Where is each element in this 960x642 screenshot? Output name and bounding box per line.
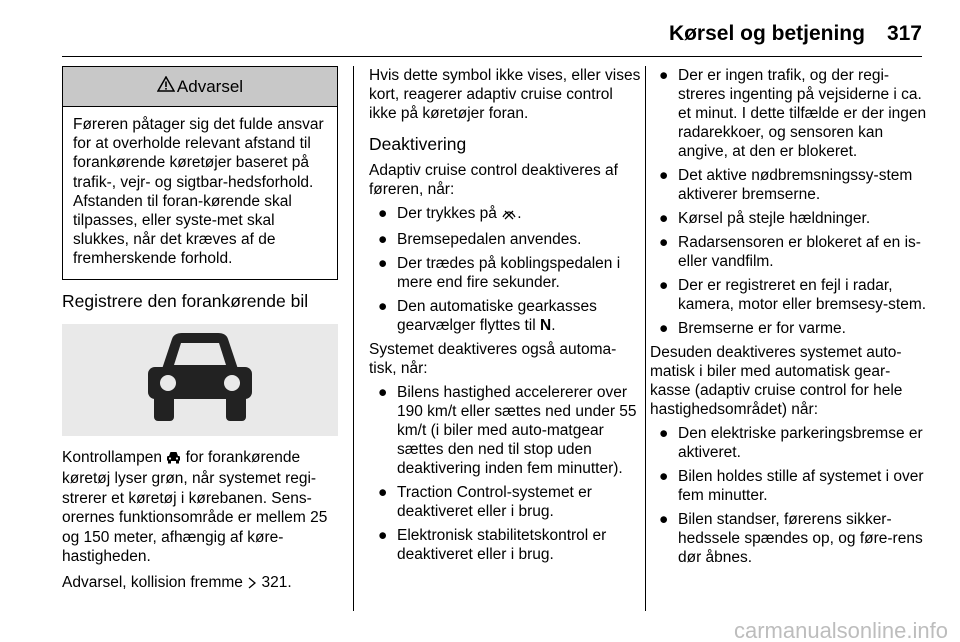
warning-triangle-icon [157,76,175,97]
list-driver-deactivation [369,204,641,335]
text-part: Bremsepedalen anvendes. [397,231,582,248]
bullet: ● [378,298,388,315]
text-part: Traction Control-systemet er deaktiveret eller i brug. [397,484,592,520]
text-part: Kontrollampen [62,448,167,466]
watermark: carmanualsonline.info [733,618,948,642]
bullet: ● [659,511,669,528]
list-item [369,526,641,564]
warning-title: Advarsel [176,77,244,96]
paragraph-collision-ref [62,573,338,594]
text-part: Bilen standser, førerens sikker-hedssele spændes op, og føre-rens dør åbnes. [678,511,923,566]
list-item [369,297,641,335]
column-divider-1 [353,66,354,611]
text-part: Der trykkes på [397,205,502,222]
list-deactivation-conditions [650,66,930,338]
text-part: Den elektriske parkeringsbremse er aktiveret. [678,425,923,461]
text-part: Der er ingen trafik, og der regi-streres ingenting på vejsiderne i ca. et minut. I dette tilfælde er der ingen radarekkoer, og sensoren kan angive, at den er blokeret. [678,67,927,160]
paragraph-symbol-intro: Hvis dette symbol ikke vises, eller vises kort, reagerer adaptiv cruise control ikke på køretøjer foran. [369,67,641,122]
list-item [369,204,641,225]
list-item [369,230,641,249]
text-part: Elektronisk stabilitetskontrol er deaktiveret eller i brug. [397,527,607,563]
paragraph-automatic-gearbox: Desuden deaktiveres systemet auto-matisk i biler med automatisk gear-kasse (adaptiv cruise control for hele hastighedsområdet) når: [650,344,903,418]
reference-arrow-icon [247,575,257,594]
text-part: Den automatiske gearkasses gearvælger flyttes til [397,298,597,334]
list-item [650,467,930,505]
bullet: ● [659,425,669,442]
bullet: ● [659,234,669,251]
car-indicator-icon [166,450,181,470]
car-front-image [62,324,338,436]
text-part: Kørsel på stejle hældninger. [678,210,871,227]
column-divider-2 [645,66,646,611]
paragraph-indicator [62,448,338,567]
list-item [650,276,930,314]
page-header [669,24,922,43]
column-3 [650,66,930,572]
section-heading-detect: Registrere den forankørende bil [62,290,309,311]
list-gearbox-conditions [650,424,930,567]
section-heading-deactivation: Deaktivering [369,134,467,154]
bullet: ● [378,205,388,222]
text-part: N [540,317,552,334]
warning-header [63,67,337,107]
bullet: ● [378,255,388,272]
text-part: . [517,205,522,222]
warning-text: Føreren påtager sig det fulde ansvar for at overholde relevant afstand til forankørende køretøjer baseret på trafik-, vejr- og sigtbar-hedsforhold. Afstanden til foran-kørende skal tilpasses, eller syste-met skal slukkes, når det kræves af de fremherskende forhold. [73,116,324,268]
cruise-cancel-icon [501,206,517,225]
text-part: . [551,317,556,334]
list-item [650,424,930,462]
bullet: ● [659,468,669,485]
list-item [650,319,930,338]
text-part: for forankørende køretøj lyser grøn, når systemet regi-strerer et køretøj i kørebanen. Sens-orernes funktionsområde er mellem 25 og 150 meter, afhængig af køre-hastigheden. [62,448,328,566]
bullet: ● [659,277,669,294]
column-1 [62,66,338,594]
bullet: ● [378,384,388,401]
bullet: ● [378,527,388,544]
list-item [369,383,641,478]
list-item [650,166,930,204]
paragraph-driver-deactivation: Adaptiv cruise control deaktiveres af føreren, når: [369,162,618,198]
text-part: Advarsel, kollision fremme [62,573,248,591]
list-item [369,254,641,292]
bullet: ● [378,484,388,501]
column-2 [369,66,641,569]
list-item [650,66,930,161]
text-part: Det aktive nødbremsningssy-stem aktiverer bremserne. [678,167,913,203]
header-divider [62,56,922,57]
list-auto-deactivation [369,383,641,564]
text-part: Radarsensoren er blokeret af en is- eller vandfilm. [678,234,921,270]
text-part: Der er registreret en fejl i radar, kamera, motor eller bremsesy-stem. [678,277,927,313]
paragraph-auto-deactivation: Systemet deaktiveres også automa-tisk, når: [369,341,617,377]
list-item [650,233,930,271]
list-item [650,510,930,567]
car-front-icon [140,331,260,428]
list-item [650,209,930,228]
text-part: Bremserne er for varme. [678,320,846,337]
bullet: ● [659,210,669,227]
text-part: Bilen holdes stille af systemet i over fem minutter. [678,468,924,504]
bullet: ● [659,167,669,184]
bullet: ● [659,67,669,84]
list-item [369,483,641,521]
page-number: 317 [886,22,922,45]
text-part: Der trædes på koblingspedalen i mere end fire sekunder. [397,255,621,291]
page-reference-link[interactable]: 321. [261,573,292,591]
warning-box [62,66,338,280]
bullet: ● [659,320,669,337]
bullet: ● [378,231,388,248]
text-part: Bilens hastighed accelererer over 190 km/t eller sættes ned under 55 km/t (i biler med auto-matgear sættes den ned til stop uden deaktivering inden fem minutter). [397,384,637,477]
page-title: Kørsel og betjening [668,22,865,45]
